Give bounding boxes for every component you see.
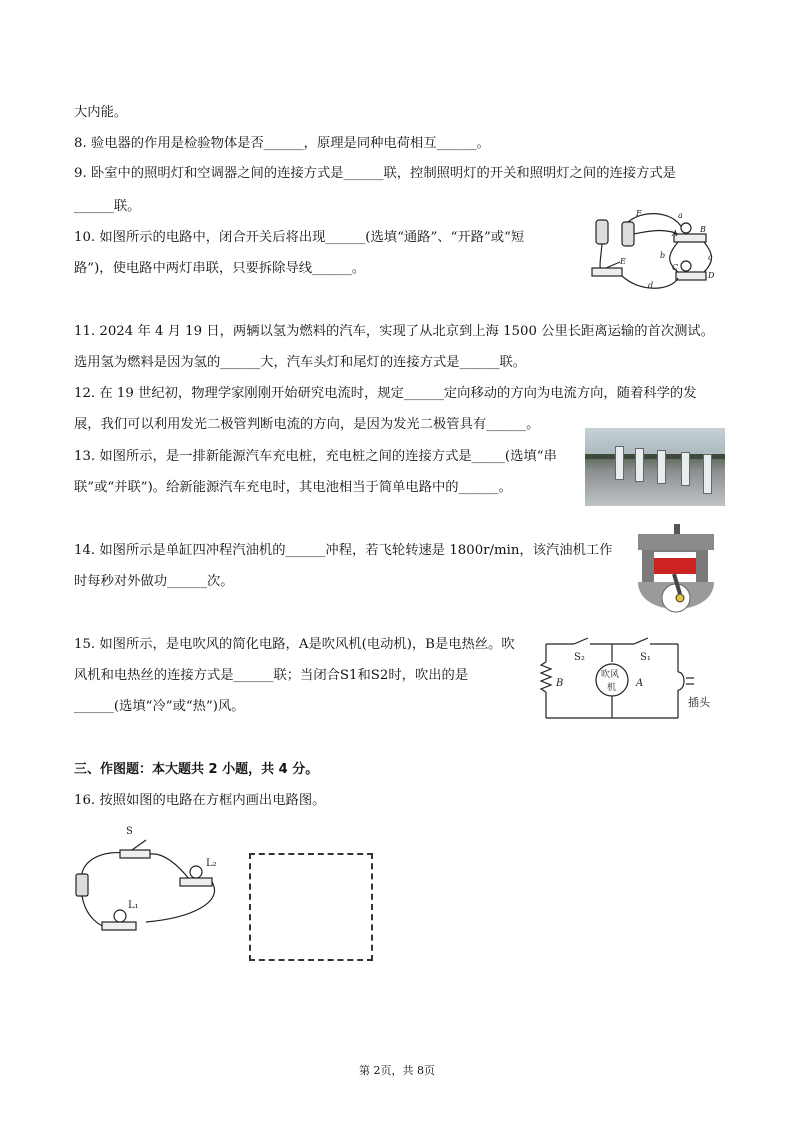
q10-label-a: a (678, 211, 683, 220)
question-12-line-1: 12. 在 19 世纪初，物理学家刚刚开始研究电流时，规定______定向移动的方向为电流方向，随着科学的发 (74, 386, 697, 401)
question-14-line-1: 14. 如图所示是单缸四冲程汽油机的______冲程，若飞轮转速是 1800r/min，该汽油机工作 (74, 543, 613, 558)
question-11-line-1: 11. 2024 年 4 月 19 日，两辆以氢为燃料的汽车，实现了从北京到上海 1500 公里长距离运输的首次测试。 (74, 324, 715, 339)
page-footer: 第 2页，共 8页 (359, 1064, 435, 1077)
question-15-line-1: 15. 如图所示，是电吹风的简化电路，A是吹风机(电动机)，B是电热丝。吹 (74, 637, 515, 652)
section-heading-drawing: 三、作图题：本大题共 2 小题，共 4 分。 (74, 762, 319, 777)
q15-label-s1: S₁ (640, 652, 651, 663)
question-14-line-2: 时每秒对外做功______次。 (74, 574, 234, 589)
question-9-line-2: ______联。 (74, 199, 141, 214)
question-10-line-1: 10. 如图所示的电路中，闭合开关后将出现______(选填“通路”、“开路”或“短 (74, 230, 525, 245)
q15-label-a: A (636, 678, 644, 689)
q10-label-B: B (700, 225, 706, 234)
q16-label-l1: L₁ (128, 900, 139, 911)
q10-label-D: D (708, 271, 715, 280)
answer-drawing-box[interactable] (249, 853, 373, 961)
q10-circuit-figure (582, 206, 722, 296)
q15-plug-label: 插头 (688, 696, 710, 709)
q10-label-d: d (648, 281, 654, 290)
q10-label-b: b (660, 251, 666, 260)
q14-engine-figure (628, 522, 724, 622)
question-10-line-2: 路”)，使电路中两灯串联，只要拆除导线______。 (74, 261, 366, 276)
q10-label-E: E (620, 257, 626, 266)
q13-charging-station-photo (585, 428, 725, 506)
q15-label-b: B (556, 678, 564, 689)
question-12-line-2: 展，我们可以利用发光二极管判断电流的方向，是因为发光二极管具有______。 (74, 417, 540, 432)
question-8: 8. 验电器的作用是检验物体是否______，原理是同种电荷相互______。 (74, 136, 490, 151)
question-11-line-2: 选用氢为燃料是因为氢的______大，汽车头灯和尾灯的连接方式是______联。 (74, 355, 527, 370)
question-15-line-3: ______(选填“冷”或“热”)风。 (74, 699, 245, 714)
question-15-line-2: 风机和电热丝的连接方式是______联；当闭合S1和S2时，吹出的是 (74, 668, 469, 683)
q10-label-A: A (672, 229, 678, 238)
q16-physical-circuit (72, 818, 232, 948)
q15-fan-label-2: 机 (607, 683, 617, 693)
question-16: 16. 按照如图的电路在方框内画出电路图。 (74, 793, 326, 808)
q16-label-s: S (126, 826, 133, 837)
text-line-1: 大内能。 (74, 105, 128, 120)
q16-label-l2: L₂ (206, 858, 217, 869)
q15-hairdryer-circuit (536, 634, 726, 724)
question-13-line-1: 13. 如图所示，是一排新能源汽车充电桩，充电桩之间的连接方式是_____(选填“串 (74, 449, 557, 464)
question-9-line-1: 9. 卧室中的照明灯和空调器之间的连接方式是______联，控制照明灯的开关和照明灯之间的连接方式是 (74, 166, 676, 181)
question-13-line-2: 联”或“并联”)。给新能源汽车充电时，其电池相当于简单电路中的______。 (74, 480, 512, 495)
q15-label-s2: S₂ (574, 652, 585, 663)
q15-fan-label-1: 吹风 (601, 670, 620, 680)
q10-label-c: c (708, 253, 713, 262)
q10-label-F: F (636, 209, 642, 218)
q10-label-C: C (672, 263, 679, 272)
